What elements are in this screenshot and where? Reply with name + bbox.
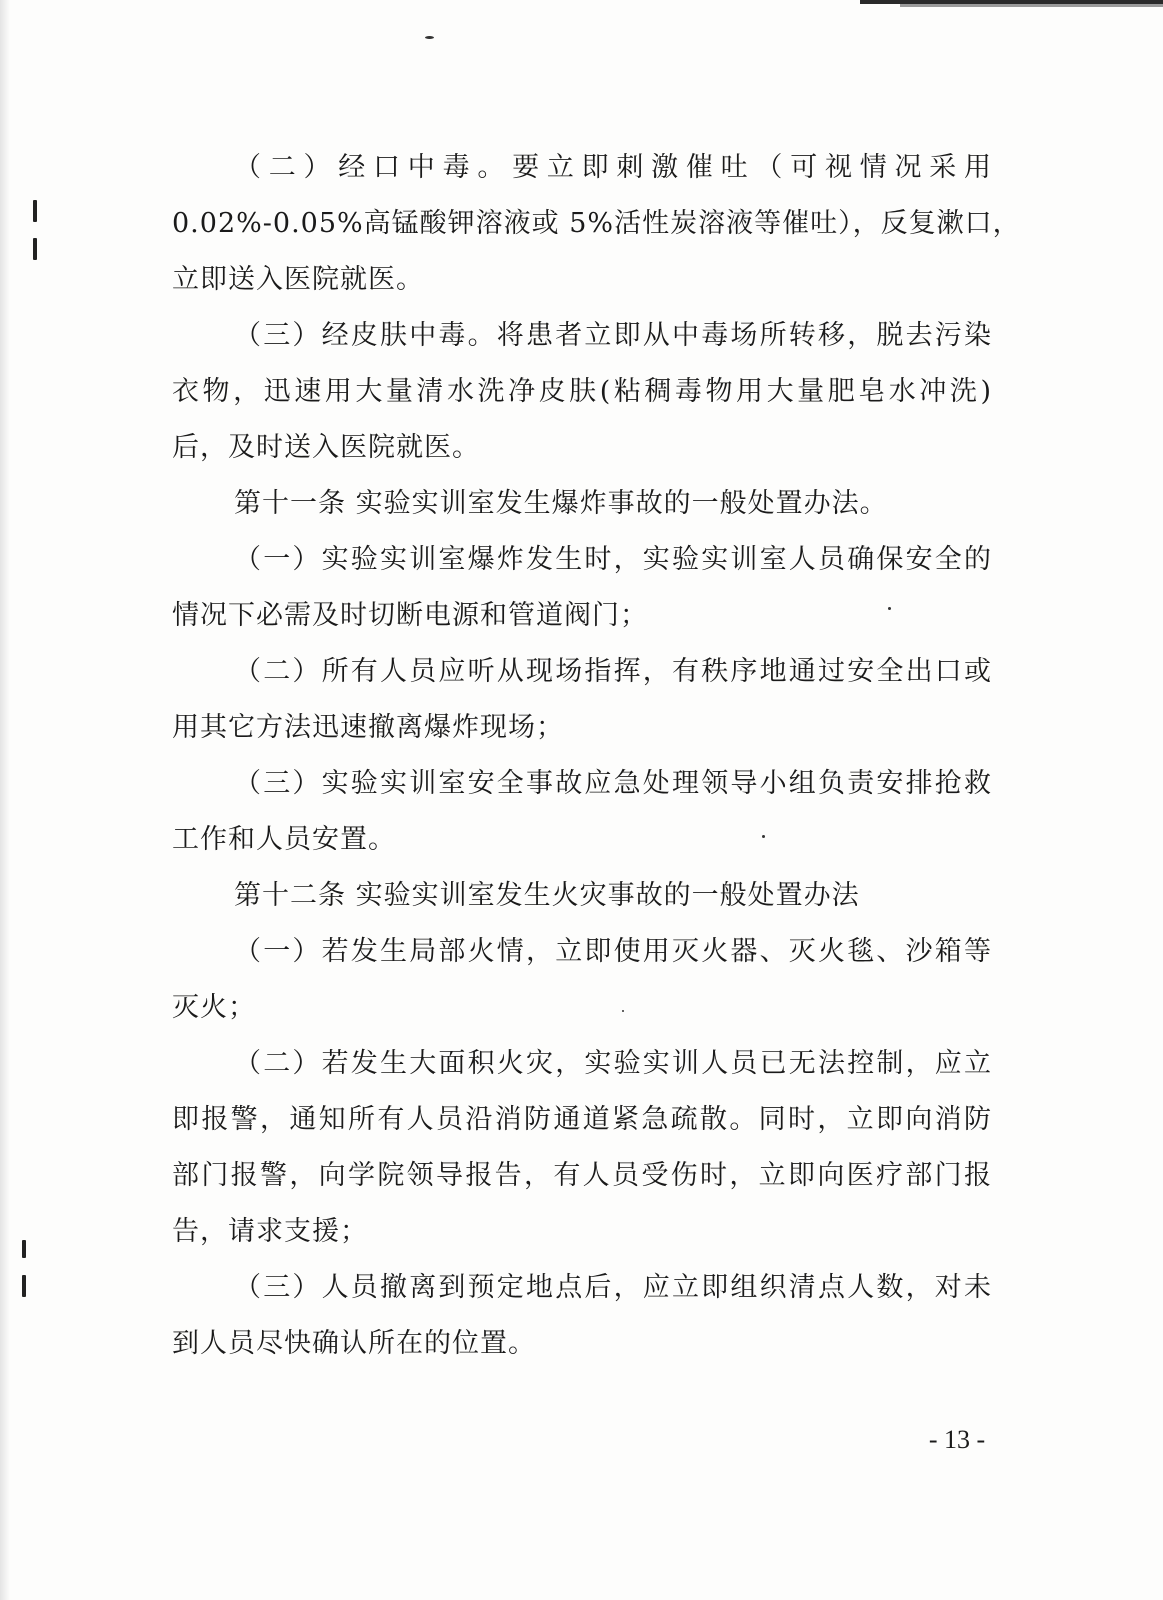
document-body — [172, 140, 1021, 1372]
text-line: （二）所有人员应听从现场指挥，有秩序地通过安全出口或 — [234, 656, 992, 687]
text-line: （一）实验实训室爆炸发生时，实验实训室人员确保安全的 — [234, 544, 992, 575]
text-line: （三）人员撤离到预定地点后，应立即组织清点人数，对未 — [234, 1272, 992, 1303]
scan-left-shadow — [0, 0, 10, 1600]
text-line: 即报警，通知所有人员沿消防通道紧急疏散。同时，立即向消防 — [172, 1104, 992, 1135]
text-line: 后，及时送入医院就医。 — [172, 432, 480, 463]
article-heading: 第十一条 实验实训室发生爆炸事故的一般处置办法。 — [234, 488, 888, 519]
text-line: 衣物，迅速用大量清水洗净皮肤(粘稠毒物用大量肥皂水冲洗) — [172, 376, 992, 407]
text-line: 灭火； — [172, 992, 256, 1023]
text-line: 到人员尽快确认所在的位置。 — [172, 1328, 536, 1359]
article-heading: 第十二条 实验实训室发生火灾事故的一般处置办法 — [234, 880, 860, 911]
binding-mark-3 — [22, 1240, 26, 1258]
text-line: （三）经皮肤中毒。将患者立即从中毒场所转移，脱去污染 — [234, 320, 992, 351]
text-line: 立即送入医院就医。 — [172, 264, 424, 295]
text-line: 0.02%-0.05%高锰酸钾溶液或 5%活性炭溶液等催吐），反复漱口， — [172, 208, 1021, 239]
binding-mark-1 — [33, 200, 37, 222]
text-line: 情况下必需及时切断电源和管道阀门； — [172, 600, 648, 631]
text-line: （三）实验实训室安全事故应急处理领导小组负责安排抢救 — [234, 768, 992, 799]
text-line: 告，请求支援； — [172, 1216, 368, 1247]
binding-mark-2 — [33, 238, 37, 260]
scan-edge-fade — [900, 4, 1163, 7]
text-line: 用其它方法迅速撤离爆炸现场； — [172, 712, 564, 743]
text-line: （二）经口中毒。要立即刺激催吐（可视情况采用 — [234, 152, 992, 183]
scan-speck — [425, 36, 434, 39]
text-line: 工作和人员安置。 — [172, 824, 396, 855]
text-line: （一）若发生局部火情，立即使用灭火器、灭火毯、沙箱等 — [234, 936, 992, 967]
binding-mark-4 — [22, 1275, 26, 1297]
text-line: 部门报警，向学院领导报告，有人员受伤时，立即向医疗部门报 — [172, 1160, 992, 1191]
page-number: - 13 - — [928, 1425, 986, 1454]
text-line: （二）若发生大面积火灾，实验实训人员已无法控制，应立 — [234, 1048, 992, 1079]
